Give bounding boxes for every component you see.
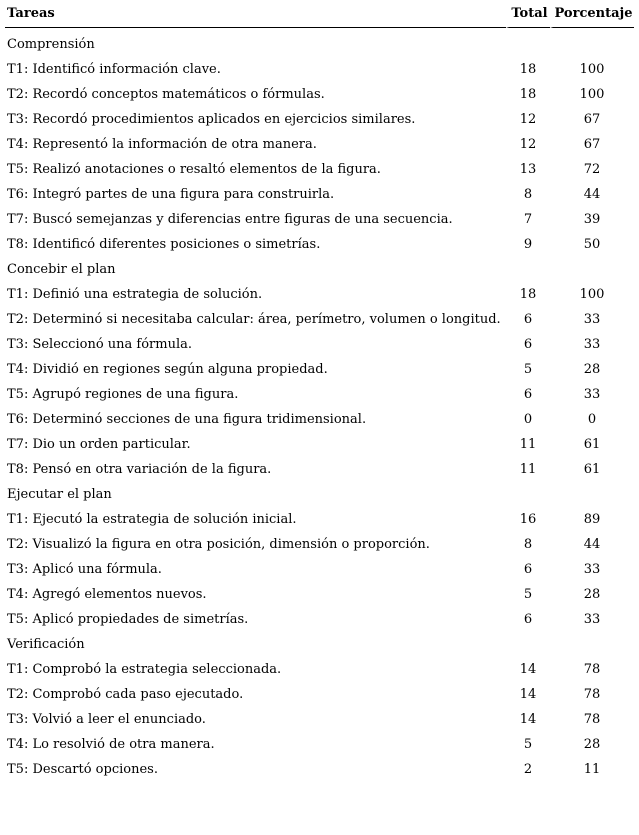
percent-cell: 28: [583, 587, 601, 602]
total-cell: 6: [523, 387, 533, 402]
total-cell: 11: [519, 437, 537, 452]
percent-cell: 0: [587, 412, 597, 427]
header-task: Tareas: [5, 6, 506, 28]
percent-cell: 33: [583, 337, 601, 352]
total-cell: 18: [519, 287, 537, 302]
task-cell: T3: Volvió a leer el enunciado.: [7, 712, 206, 727]
table-row: [5, 732, 634, 757]
task-cell: T3: Recordó procedimientos aplicados en ejercicios similares.: [7, 112, 416, 127]
header-percent: Porcentaje: [550, 6, 634, 28]
total-cell: 6: [523, 612, 533, 627]
table-row: [5, 282, 634, 307]
task-cell: T1: Comprobó la estrategia seleccionada.: [7, 662, 282, 677]
total-cell: 5: [523, 587, 533, 602]
task-cell: T4: Dividió en regiones según alguna propiedad.: [7, 362, 328, 377]
percent-cell: 33: [583, 612, 601, 627]
task-cell: T4: Lo resolvió de otra manera.: [7, 737, 215, 752]
table-row: [5, 357, 634, 382]
percent-cell: 100: [579, 87, 605, 102]
percent-cell: 39: [583, 212, 601, 227]
table-row: [5, 182, 634, 207]
total-cell: 0: [523, 412, 533, 427]
total-cell: 14: [519, 712, 537, 727]
table-row: [5, 232, 634, 257]
percent-cell: 44: [583, 187, 601, 202]
percent-cell: 61: [583, 437, 601, 452]
percent-cell: 33: [583, 562, 601, 577]
task-cell: T5: Descartó opciones.: [7, 762, 158, 777]
table-row: [5, 757, 634, 782]
table-row: [5, 207, 634, 232]
table-row: [5, 132, 634, 157]
table-row: [5, 607, 634, 632]
task-cell: T1: Ejecutó la estrategia de solución inicial.: [7, 512, 297, 527]
table-row: [5, 432, 634, 457]
task-cell: T2: Visualizó la figura en otra posición, dimensión o proporción.: [7, 537, 430, 552]
task-cell: T6: Integró partes de una figura para construirla.: [7, 187, 335, 202]
percent-cell: 33: [583, 387, 601, 402]
section-row: [5, 482, 634, 507]
total-cell: 8: [523, 537, 533, 552]
table-row: [5, 57, 634, 82]
percent-cell: 72: [583, 162, 601, 177]
percent-cell: 28: [583, 737, 601, 752]
task-cell: T2: Recordó conceptos matemáticos o fórmulas.: [7, 87, 325, 102]
total-cell: 6: [523, 337, 533, 352]
table-row: [5, 507, 634, 532]
total-cell: 2: [523, 762, 533, 777]
total-cell: 6: [523, 312, 533, 327]
table-row: [5, 307, 634, 332]
table-row: [5, 682, 634, 707]
task-cell: T8: Identificó diferentes posiciones o simetrías.: [7, 237, 321, 252]
task-cell: T5: Realizó anotaciones o resaltó elementos de la figura.: [7, 162, 381, 177]
task-cell: T4: Representó la información de otra manera.: [7, 137, 317, 152]
table-row: [5, 82, 634, 107]
task-cell: T1: Definió una estrategia de solución.: [7, 287, 263, 302]
percent-cell: 61: [583, 462, 601, 477]
header-row: [5, 6, 634, 28]
total-cell: 8: [523, 187, 533, 202]
section-row: [5, 28, 634, 57]
table-row: [5, 107, 634, 132]
task-cell: T7: Buscó semejanzas y diferencias entre figuras de una secuencia.: [7, 212, 453, 227]
table-row: [5, 657, 634, 682]
total-cell: 7: [523, 212, 533, 227]
table-row: [5, 457, 634, 482]
percent-cell: 78: [583, 712, 601, 727]
total-cell: 5: [523, 362, 533, 377]
table-row: [5, 707, 634, 732]
task-cell: T5: Agrupó regiones de una figura.: [7, 387, 239, 402]
percent-cell: 78: [583, 662, 601, 677]
table-row: [5, 382, 634, 407]
task-cell: T5: Aplicó propiedades de simetrías.: [7, 612, 249, 627]
percent-cell: 100: [579, 62, 605, 77]
total-cell: 9: [523, 237, 533, 252]
header-total: Total: [506, 6, 550, 28]
table-row: [5, 332, 634, 357]
table-row: [5, 157, 634, 182]
task-cell: T3: Seleccionó una fórmula.: [7, 337, 193, 352]
table-row: [5, 557, 634, 582]
section-row: [5, 257, 634, 282]
task-cell: T3: Aplicó una fórmula.: [7, 562, 162, 577]
table-body: [5, 28, 634, 782]
task-cell: T4: Agregó elementos nuevos.: [7, 587, 207, 602]
table-row: [5, 407, 634, 432]
task-cell: T1: Identificó información clave.: [7, 62, 221, 77]
tasks-table: [5, 6, 634, 782]
percent-cell: 67: [583, 137, 601, 152]
section-title: Ejecutar el plan: [7, 487, 112, 502]
task-cell: T2: Determinó si necesitaba calcular: área, perímetro, volumen o longitud.: [7, 312, 501, 327]
total-cell: 11: [519, 462, 537, 477]
percent-cell: 89: [583, 512, 601, 527]
total-cell: 18: [519, 62, 537, 77]
section-title: Comprensión: [7, 37, 95, 52]
section-row: [5, 632, 634, 657]
percent-cell: 100: [579, 287, 605, 302]
total-cell: 16: [519, 512, 537, 527]
task-cell: T7: Dio un orden particular.: [7, 437, 191, 452]
task-cell: T6: Determinó secciones de una figura tridimensional.: [7, 412, 367, 427]
total-cell: 14: [519, 687, 537, 702]
total-cell: 14: [519, 662, 537, 677]
section-title: Verificación: [7, 637, 85, 652]
total-cell: 12: [519, 137, 537, 152]
task-cell: T8: Pensó en otra variación de la figura.: [7, 462, 272, 477]
percent-cell: 11: [583, 762, 601, 777]
total-cell: 13: [519, 162, 537, 177]
table-row: [5, 582, 634, 607]
total-cell: 5: [523, 737, 533, 752]
percent-cell: 44: [583, 537, 601, 552]
total-cell: 6: [523, 562, 533, 577]
task-cell: T2: Comprobó cada paso ejecutado.: [7, 687, 244, 702]
section-title: Concebir el plan: [7, 262, 116, 277]
total-cell: 18: [519, 87, 537, 102]
percent-cell: 78: [583, 687, 601, 702]
percent-cell: 67: [583, 112, 601, 127]
percent-cell: 50: [583, 237, 601, 252]
total-cell: 12: [519, 112, 537, 127]
percent-cell: 28: [583, 362, 601, 377]
table-row: [5, 532, 634, 557]
percent-cell: 33: [583, 312, 601, 327]
